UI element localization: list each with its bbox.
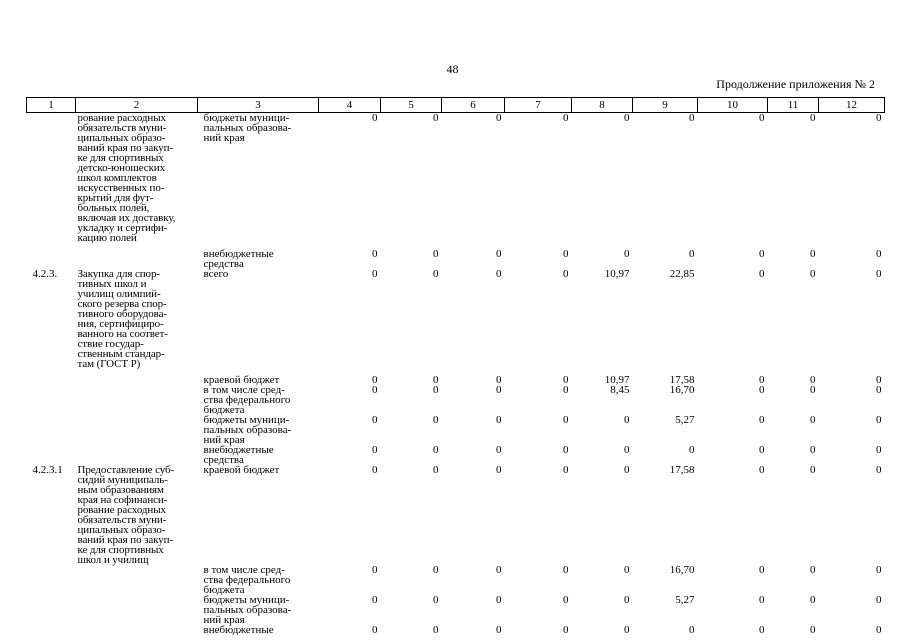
funding-source-line: в том числе сред- [203,564,285,576]
description-line: тивного оборудова- [77,308,167,320]
column-header: 10 [698,98,768,113]
value-cell-col-4: 0 [372,624,378,636]
value-cell-col-7: 0 [563,374,569,386]
column-header: 2 [76,98,198,113]
funding-source [198,595,319,625]
value-cell-col-4: 0 [372,112,378,124]
funding-source-line: ний края [203,132,245,144]
description-line: Предоставление суб- [77,464,175,476]
value-cell-col-7: 0 [563,268,569,280]
funding-source [198,113,319,244]
description-line: ке для спортивных [77,152,164,164]
description-line: искусственных по- [77,182,165,194]
value-cell-col-5: 0 [433,594,439,606]
value-cell-col-9: 22,85 [669,268,695,280]
table-row [27,385,885,415]
funding-source-line: пальных образова- [203,424,292,436]
column-header: 7 [505,98,572,113]
item-code [27,415,76,445]
item-code [27,445,76,465]
description-line: обязательств муни- [77,122,167,134]
value-cell-col-10: 0 [759,248,765,260]
funding-source [198,269,319,369]
value-cell-col-6: 0 [496,624,502,636]
value-cell-col-11: 0 [810,624,816,636]
value-cell-col-4: 0 [372,464,378,476]
value-cell-col-9: 0 [689,112,695,124]
value-cell-col-7: 0 [563,624,569,636]
column-header: 9 [633,98,698,113]
value-cell-col-9: 5,27 [675,414,695,426]
value-cell-col-9: 17,58 [669,374,695,386]
value-cell-col-10: 0 [759,374,765,386]
funding-source-line: ний края [203,614,245,626]
item-code [27,385,76,415]
table-body [27,113,885,636]
column-header: 11 [768,98,819,113]
appendix-continuation-label: Продолжение приложения № 2 [716,77,875,91]
item-code [27,625,76,635]
funding-source-line: всего [203,268,229,280]
value-cell-col-9: 5,27 [675,594,695,606]
value-cell-col-8: 0 [624,414,630,426]
column-header: 5 [381,98,442,113]
table-row [27,625,885,635]
value-cell-col-4: 0 [372,384,378,396]
value-cell-col-12: 0 [876,464,882,476]
funding-source-line: внебюджетные [203,248,274,260]
funding-source-line: пальных образова- [203,122,292,134]
description-line: кацию полей [77,232,137,244]
item-description [76,565,198,595]
funding-source [198,385,319,415]
value-cell-col-8: 0 [624,248,630,260]
value-cell-col-11: 0 [810,464,816,476]
description-line: училищ олимпий- [77,288,161,300]
funding-source-line: ний края [203,434,245,446]
description-line: края на софинанси- [77,494,168,506]
item-description [76,249,198,269]
funding-source-line: бюджеты муници- [203,414,290,426]
value-cell-col-5: 0 [433,248,439,260]
funding-source [198,625,319,635]
description-line: тивных школ и [77,278,147,290]
description-line: крытий для фут- [77,192,154,204]
item-code [27,375,76,385]
description-line: ствие государ- [77,338,144,350]
funding-source-line: пальных образова- [203,604,292,616]
value-cell-col-11: 0 [810,112,816,124]
value-cell-col-5: 0 [433,374,439,386]
description-line: ваний края по закуп- [77,142,173,154]
value-cell-col-6: 0 [496,564,502,576]
funding-source-line: бюджета [203,584,245,596]
value-cell-col-5: 0 [433,112,439,124]
column-header: 12 [819,98,885,113]
description-line: рование расходных [77,504,166,516]
funding-source-line: краевой бюджет [203,464,280,476]
value-cell-col-4: 0 [372,564,378,576]
funding-source-line: бюджеты муници- [203,594,290,606]
page-number: 48 [446,62,459,76]
value-cell-col-8: 0 [624,464,630,476]
value-cell-col-10: 0 [759,112,765,124]
value-cell-col-6: 0 [496,268,502,280]
value-cell-col-12: 0 [876,384,882,396]
value-cell-col-10: 0 [759,444,765,456]
column-number-header [27,98,885,113]
value-cell-col-12: 0 [876,564,882,576]
description-line: ния, сертифициро- [77,318,164,330]
value-cell-col-10: 0 [759,268,765,280]
value-cell-col-9: 17,58 [669,464,695,476]
description-line: школ комплектов [77,172,157,184]
value-cell-col-11: 0 [810,444,816,456]
funding-source [198,465,319,565]
description-line: ке для спортивных [77,544,164,556]
item-description [76,465,198,565]
table-row [27,595,885,625]
description-line: ципальных образо- [77,132,166,144]
item-description [76,269,198,369]
value-cell-col-9: 0 [689,444,695,456]
value-cell-col-9: 16,70 [669,384,695,396]
description-line: ванного на соответ- [77,328,168,340]
value-cell-col-8: 8,45 [610,384,630,396]
value-cell-col-6: 0 [496,594,502,606]
funding-source-line: ства федерального [203,394,291,406]
value-cell-col-12: 0 [876,268,882,280]
value-cell-col-12: 0 [876,374,882,386]
value-cell-col-10: 0 [759,624,765,636]
table-row [27,249,885,269]
table-row [27,269,885,369]
item-code [27,249,76,269]
item-description [76,385,198,415]
funding-source-line: средства [203,258,244,270]
value-cell-col-10: 0 [759,414,765,426]
value-cell-col-8: 10,97 [604,268,630,280]
value-cell-col-11: 0 [810,268,816,280]
value-cell-col-5: 0 [433,624,439,636]
item-code [27,113,76,244]
value-cell-col-10: 0 [759,384,765,396]
description-line: включая их доставку, [77,212,176,224]
item-description [76,625,198,635]
table-row [27,375,885,385]
funding-source-line: средства [203,454,244,466]
value-cell-col-12: 0 [876,594,882,606]
value-cell-col-4: 0 [372,414,378,426]
funding-source [198,415,319,445]
item-code [27,565,76,595]
funding-source [198,249,319,269]
budget-table [26,97,885,635]
column-header: 4 [319,98,381,113]
funding-source-line: ства федерального [203,574,291,586]
value-cell-col-12: 0 [876,624,882,636]
value-cell-col-6: 0 [496,384,502,396]
column-header: 6 [442,98,505,113]
funding-source-line: бюджеты муници- [203,112,290,124]
value-cell-col-8: 0 [624,594,630,606]
value-cell-col-10: 0 [759,594,765,606]
value-cell-col-11: 0 [810,594,816,606]
value-cell-col-7: 0 [563,248,569,260]
value-cell-col-5: 0 [433,444,439,456]
value-cell-col-11: 0 [810,248,816,260]
value-cell-col-11: 0 [810,384,816,396]
value-cell-col-11: 0 [810,414,816,426]
value-cell-col-6: 0 [496,414,502,426]
funding-source-line: бюджета [203,404,245,416]
description-line: обязательств муни- [77,514,167,526]
description-line: больных полей, [77,202,150,214]
value-cell-col-12: 0 [876,112,882,124]
item-description [76,375,198,385]
value-cell-col-7: 0 [563,594,569,606]
table-row [27,565,885,595]
value-cell-col-7: 0 [563,112,569,124]
column-header: 3 [198,98,319,113]
funding-source-line: внебюджетные [203,444,274,456]
description-line: школ и училищ [77,554,149,566]
value-cell-col-7: 0 [563,444,569,456]
value-cell-col-6: 0 [496,112,502,124]
description-line: сидий муниципаль- [77,474,168,486]
value-cell-col-10: 0 [759,564,765,576]
description-line: ского резерва спор- [77,298,167,310]
value-cell-col-5: 0 [433,464,439,476]
description-line: Закупка для спор- [77,268,160,280]
value-cell-col-5: 0 [433,414,439,426]
value-cell-col-6: 0 [496,248,502,260]
description-line: там (ГОСТ Р) [77,358,141,370]
value-cell-col-10: 0 [759,464,765,476]
value-cell-col-7: 0 [563,464,569,476]
table-row [27,113,885,244]
column-header: 1 [27,98,76,113]
item-description [76,445,198,465]
value-cell-col-8: 0 [624,112,630,124]
funding-source [198,445,319,465]
value-cell-col-12: 0 [876,414,882,426]
value-cell-col-5: 0 [433,268,439,280]
value-cell-col-7: 0 [563,384,569,396]
value-cell-col-9: 16,70 [669,564,695,576]
description-line: детско-юношеских [77,162,165,174]
funding-source-line: внебюджетные [203,624,274,636]
funding-source-line: краевой бюджет [203,374,280,386]
item-description [76,595,198,625]
value-cell-col-7: 0 [563,414,569,426]
value-cell-col-8: 0 [624,564,630,576]
item-code [27,595,76,625]
description-line: ным образованиям [77,484,164,496]
value-cell-col-8: 0 [624,624,630,636]
value-cell-col-11: 0 [810,374,816,386]
value-cell-col-8: 0 [624,444,630,456]
value-cell-col-4: 0 [372,594,378,606]
funding-source [198,565,319,595]
value-cell-col-6: 0 [496,444,502,456]
table-row [27,465,885,565]
value-cell-col-5: 0 [433,384,439,396]
table-row [27,415,885,445]
value-cell-col-7: 0 [563,564,569,576]
value-cell-col-6: 0 [496,464,502,476]
item-code: 4.2.3.1 [32,464,63,476]
value-cell-col-4: 0 [372,444,378,456]
value-cell-col-4: 0 [372,248,378,260]
value-cell-col-9: 0 [689,248,695,260]
description-line: ваний края по закуп- [77,534,173,546]
value-cell-col-12: 0 [876,248,882,260]
value-cell-col-4: 0 [372,268,378,280]
item-description [76,415,198,445]
value-cell-col-5: 0 [433,564,439,576]
value-cell-col-11: 0 [810,564,816,576]
description-line: рование расходных [77,112,166,124]
value-cell-col-8: 10,97 [604,374,630,386]
funding-source-line: в том числе сред- [203,384,285,396]
value-cell-col-12: 0 [876,444,882,456]
value-cell-col-9: 0 [689,624,695,636]
item-description [76,113,198,244]
description-line: ципальных образо- [77,524,166,536]
description-line: ственным стандар- [77,348,165,360]
column-header: 8 [572,98,633,113]
table-row [27,445,885,465]
value-cell-col-4: 0 [372,374,378,386]
item-code: 4.2.3. [32,268,58,280]
value-cell-col-6: 0 [496,374,502,386]
description-line: укладку и сертифи- [77,222,168,234]
